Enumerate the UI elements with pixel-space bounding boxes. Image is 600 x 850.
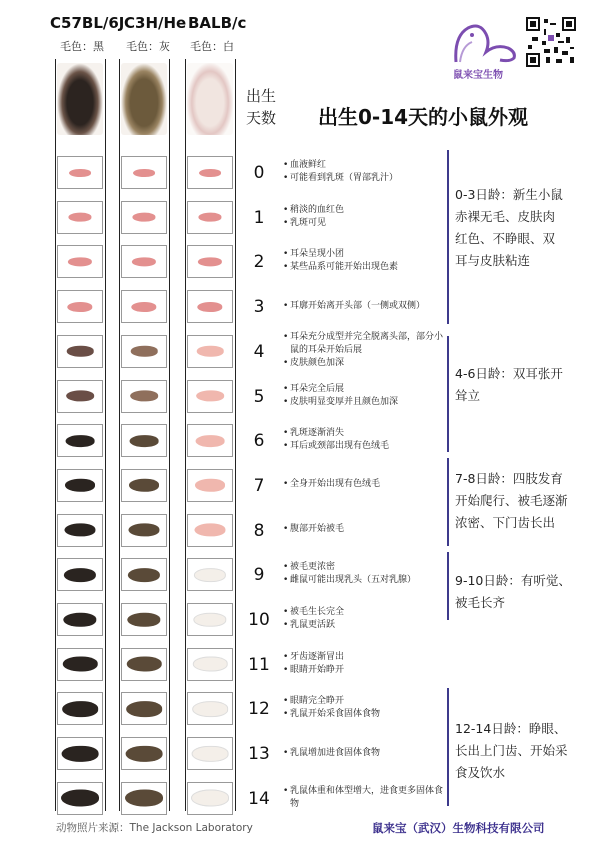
summary-line: 赤裸无毛、皮肤肉 [455,209,556,224]
day-notes [283,427,448,453]
pup-photo-balbc-day-1 [187,201,233,234]
note-item: • 耳朵充分成型并完全脱离头部，部分小鼠的耳朵开始后展 [283,331,448,357]
pup-photo-c57-day-8 [57,514,103,547]
pup-photo-c57-day-0 [57,156,103,189]
pup-icon [64,568,96,582]
day-number: 2 [253,252,265,273]
day-number: 10 [248,610,270,630]
note-item: • 乳斑逐渐消失 [283,427,448,440]
page-title: 出生0-14天的小鼠外观 [318,105,529,129]
pup-photo-balbc-day-5 [187,380,233,413]
pup-photo-c3h-day-11 [121,648,167,681]
summary-divider [447,552,449,620]
note-item: • 全身开始出现有色绒毛 [283,478,448,491]
pup-icon [131,346,158,357]
adult-mouse-photo-c3h [121,63,167,135]
pup-icon [127,612,160,626]
pup-photo-c57-day-2 [57,245,103,278]
summary-line: 耳与皮肤粘连 [455,253,531,268]
pup-icon [131,302,156,312]
brand-logo-text: 鼠来宝生物 [453,70,503,81]
coat-color-c57: 毛色：黑 [60,40,104,53]
pup-photo-balbc-day-11 [187,648,233,681]
pup-icon [68,213,91,222]
pup-photo-c57-day-7 [57,469,103,502]
pup-icon [192,745,229,761]
qr-code-icon [526,17,576,67]
summary-divider [447,150,449,324]
day-notes [283,159,448,185]
pup-photo-balbc-day-3 [187,290,233,323]
day-notes [283,606,448,632]
strain-name-balbc: BALB/c [188,14,247,32]
day-column-header [244,85,278,129]
pup-icon [196,435,225,447]
summary-line: 9-10日龄：有听觉、 [455,573,571,588]
day-number: 12 [248,699,270,720]
pup-icon [198,257,222,266]
pup-photo-c57-day-3 [57,290,103,323]
note-item: • 腹部开始被毛 [283,523,448,536]
pup-icon [61,790,99,807]
pup-photo-c3h-day-9 [121,558,167,591]
summary-day-0-3 [455,184,595,272]
pup-photo-balbc-day-12 [187,692,233,725]
pup-photo-balbc-day-4 [187,335,233,368]
summary-line: 12-14日龄：睁眼、 [455,721,567,736]
pup-icon [128,524,159,537]
pup-photo-balbc-day-10 [187,603,233,636]
summary-line: 被毛长齐 [455,595,506,610]
pup-icon [65,479,95,492]
pup-photo-balbc-day-9 [187,558,233,591]
pup-photo-balbc-day-2 [187,245,233,278]
day-number: 4 [253,341,265,362]
note-item: • 被毛生长完全 [283,606,448,619]
pup-icon [66,390,94,401]
summary-line: 食及饮水 [455,765,506,780]
day-number: 8 [253,520,265,541]
day-notes [283,383,448,409]
day-notes [283,695,448,721]
summary-line: 7-8日龄：四肢发育 [455,471,563,486]
pup-photo-c3h-day-12 [121,692,167,725]
pup-photo-c57-day-14 [57,782,103,815]
pup-photo-c3h-day-14 [121,782,167,815]
summary-divider [447,336,449,452]
note-item: • 乳鼠更活跃 [283,619,448,632]
note-item: • 乳斑可见 [283,217,448,230]
pup-photo-c3h-day-13 [121,737,167,770]
day-notes [283,478,448,491]
day-number: 13 [248,744,270,765]
summary-line: 浓密、下门齿长出 [455,515,556,530]
day-number: 9 [253,565,265,586]
pup-photo-c57-day-11 [57,648,103,681]
day-number: 5 [253,386,265,407]
note-item: • 皮肤颜色加深 [283,357,448,370]
summary-line: 长出上门齿、开始采 [455,743,568,758]
day-notes [283,747,448,760]
day-number: 3 [253,297,265,318]
note-item: • 乳鼠体重和体型增大，进食更多固体食物 [283,785,448,811]
summary-day-4-6 [455,363,595,407]
summary-day-12-14 [455,718,595,784]
pup-icon [125,790,163,807]
summary-day-9-10 [455,570,595,614]
pup-icon [64,524,95,537]
summary-divider [447,458,449,546]
day-header-line1: 出生 [245,87,276,105]
pup-photo-c57-day-1 [57,201,103,234]
summary-line: 红色、不睁眼、双 [455,231,556,246]
company-name: 鼠来宝（武汉）生物科技有限公司 [372,821,545,835]
pup-photo-c3h-day-5 [121,380,167,413]
pup-photo-balbc-day-0 [187,156,233,189]
pup-photo-balbc-day-13 [187,737,233,770]
adult-mouse-photo-balbc [187,63,233,135]
summary-line: 耸立 [455,388,481,403]
pup-icon [198,213,221,222]
pup-icon [127,657,162,672]
pup-icon [133,169,155,177]
note-item: • 耳朵完全后展 [283,383,448,396]
pup-icon [63,657,98,672]
pup-photo-balbc-day-8 [187,514,233,547]
pup-icon [197,302,222,312]
pup-photo-c57-day-5 [57,380,103,413]
pup-icon [194,524,225,537]
pup-photo-balbc-day-14 [187,782,233,815]
day-number: 1 [253,207,265,228]
pup-icon [130,390,158,401]
summary-divider [447,688,449,806]
pup-photo-c3h-day-4 [121,335,167,368]
day-number: 7 [253,475,265,496]
note-item: • 乳鼠增加进食固体食物 [283,747,448,760]
pup-icon [62,701,98,717]
brand-logo-icon [450,18,520,66]
pup-icon [197,346,224,357]
adult-mouse-photo-c57 [57,63,103,135]
note-item: • 可能看到乳斑（胃部乳汁） [283,172,448,185]
pup-photo-c3h-day-8 [121,514,167,547]
pup-icon [69,169,91,177]
summary-line: 开始爬行、被毛逐渐 [455,493,568,508]
day-notes [283,248,448,274]
pup-photo-c3h-day-3 [121,290,167,323]
pup-icon [63,612,96,626]
pup-icon [195,479,225,492]
pup-icon [194,568,226,582]
pup-icon [126,745,163,761]
coat-color-c3h: 毛色：灰 [126,40,170,53]
coat-color-balbc: 毛色：白 [190,40,234,53]
pup-icon [191,790,229,807]
day-header-line2: 天数 [245,109,276,127]
pup-icon [132,257,156,266]
day-number: 0 [253,163,265,183]
pup-icon [126,701,162,717]
summary-line: 4-6日龄：双耳张开 [455,366,563,381]
pup-photo-c3h-day-6 [121,424,167,457]
note-item: • 雌鼠可能出现乳头（五对乳腺） [283,574,448,587]
pup-photo-c57-day-13 [57,737,103,770]
pup-icon [193,657,228,672]
pup-icon [67,346,94,357]
note-item: • 被毛更浓密 [283,561,448,574]
pup-photo-balbc-day-7 [187,469,233,502]
day-notes [283,651,448,677]
pup-photo-c57-day-9 [57,558,103,591]
note-item: • 耳朵呈现小团 [283,248,448,261]
summary-line: 0-3日龄：新生小鼠 [455,187,563,202]
strain-name-c57: C57BL/6J [50,14,125,32]
day-number: 11 [248,654,270,675]
pup-photo-c3h-day-1 [121,201,167,234]
day-notes [283,204,448,230]
pup-photo-c3h-day-0 [121,156,167,189]
note-item: • 皮肤明显变厚并且颜色加深 [283,396,448,409]
pup-icon [132,213,155,222]
pup-icon [66,435,95,447]
note-item: • 血液鲜红 [283,159,448,172]
pup-icon [68,257,92,266]
day-number: 6 [253,431,265,452]
photo-source-credit: 动物照片来源：The Jackson Laboratory [56,822,253,834]
pup-icon [196,390,224,401]
note-item: • 眼睛完全睁开 [283,695,448,708]
pup-photo-c57-day-4 [57,335,103,368]
summary-day-7-8 [455,468,595,534]
pup-icon [62,745,99,761]
note-item: • 耳廓开始离开头部（一侧或双侧） [283,300,448,313]
pup-photo-c3h-day-10 [121,603,167,636]
strain-name-c3h: C3H/He [124,14,187,32]
pup-photo-balbc-day-6 [187,424,233,457]
pup-icon [129,479,159,492]
note-item: • 耳后或颈部出现有色绒毛 [283,440,448,453]
day-notes [283,785,448,811]
pup-icon [128,568,160,582]
pup-photo-c57-day-12 [57,692,103,725]
day-notes [283,300,448,313]
pup-icon [192,701,228,717]
pup-icon [199,169,221,177]
note-item: • 眼睛开始睁开 [283,664,448,677]
note-item: • 某些品系可能开始出现色素 [283,261,448,274]
day-notes [283,331,448,370]
day-notes [283,561,448,587]
pup-icon [193,612,226,626]
day-number: 14 [248,788,270,809]
pup-photo-c57-day-6 [57,424,103,457]
pup-photo-c3h-day-7 [121,469,167,502]
day-notes [283,523,448,536]
pup-photo-c57-day-10 [57,603,103,636]
pup-icon [130,435,159,447]
note-item: • 稍淡的血红色 [283,204,448,217]
note-item: • 乳鼠开始采食固体食物 [283,708,448,721]
note-item: • 牙齿逐渐冒出 [283,651,448,664]
pup-photo-c3h-day-2 [121,245,167,278]
pup-icon [67,302,92,312]
